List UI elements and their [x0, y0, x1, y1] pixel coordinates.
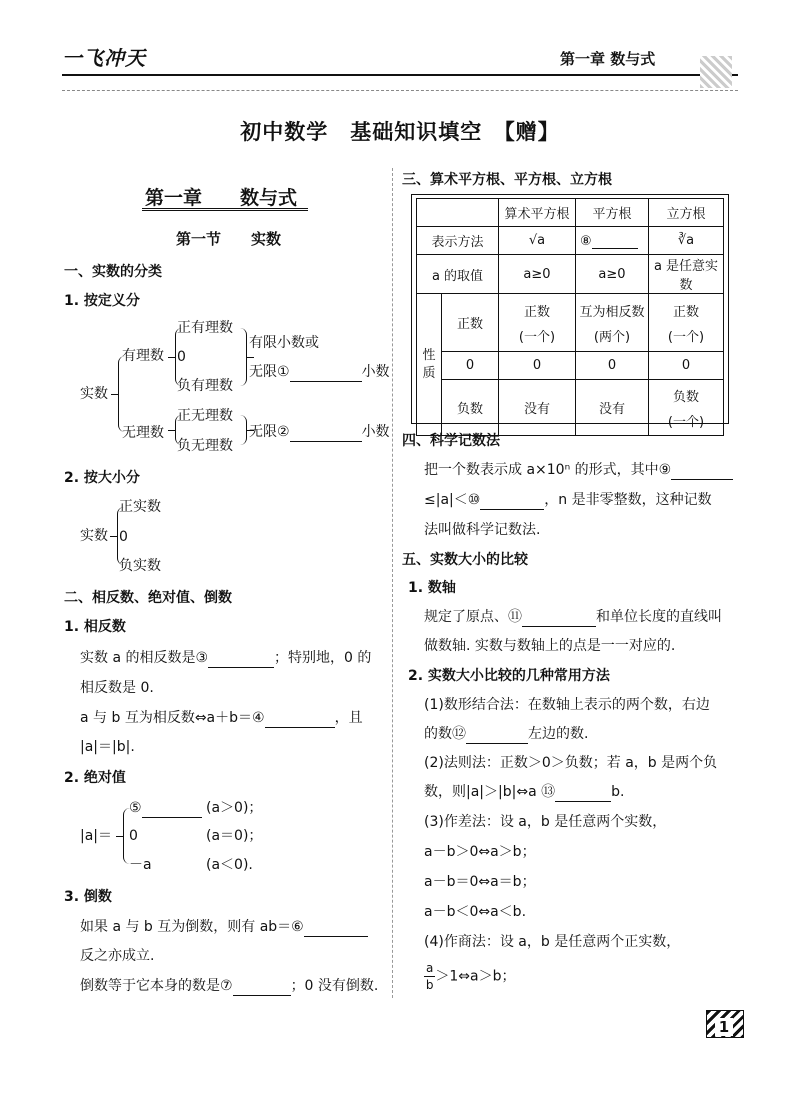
- cell-pos-sqrt-a: 互为相反数: [579, 304, 645, 320]
- tree-infinite-2-label: 无限②: [249, 424, 290, 440]
- prop-positive: 正数: [442, 294, 499, 352]
- tree-irrational: 无理数: [122, 425, 164, 441]
- method-1-line-2a: 的数⑫: [424, 726, 466, 742]
- method-1-line-2b: 左边的数.: [528, 726, 589, 742]
- reciprocal-line-3b: ；0 没有倒数.: [290, 978, 379, 994]
- axis-line-1: [424, 607, 722, 627]
- opposite-line-1a: 实数 a 的相反数是③: [80, 650, 209, 666]
- header-rule: [62, 74, 738, 76]
- opposite-line-3a: a 与 b 互为相反数⇔a＋b＝④: [80, 710, 265, 726]
- opposite-line-1: [80, 648, 371, 668]
- cell-domain-arith: a≥0: [499, 255, 576, 294]
- method-2-line-2: [424, 782, 624, 802]
- method-4-line-1: (4)作商法：设 a，b 是任意两个正实数，: [424, 934, 681, 950]
- th-sqrt: 平方根: [576, 199, 649, 227]
- cell-pos-cbrt-a: 正数: [672, 304, 699, 320]
- sci-line-2b: ，n 是非零整数，这种记数: [544, 492, 712, 508]
- blank-3[interactable]: [208, 651, 274, 668]
- brace-root: [118, 356, 125, 432]
- page-number: 1: [715, 1018, 733, 1036]
- tree-finite-decimal: 有限小数或: [249, 335, 319, 351]
- size-zero: 0: [119, 529, 128, 545]
- header-chapter: 第一章 数与式: [560, 50, 656, 68]
- header-decoration: [700, 56, 732, 88]
- chapter-title: 第一章 数与式: [145, 187, 298, 209]
- abs-case-2: 0: [129, 828, 138, 844]
- abs-case-1: [129, 798, 202, 818]
- heading-compare: 五、实数大小的比较: [402, 552, 528, 568]
- cell-notation-sqrt-label: ⑧: [580, 234, 592, 249]
- heading-scientific-notation: 四、科学记数法: [402, 433, 500, 449]
- method-4-rest: ＞1⇔a＞b；: [435, 968, 516, 985]
- blank-12[interactable]: [466, 727, 528, 744]
- opposite-line-3b: ，且: [334, 710, 363, 726]
- sci-line-1: [424, 460, 733, 480]
- heading-opposite: 1. 相反数: [64, 619, 126, 635]
- method-3-line-2: a－b＞0⇔a＞b；: [424, 844, 536, 860]
- size-root: 实数: [80, 528, 108, 544]
- cell-pos-cbrt-b: (一个): [667, 329, 705, 345]
- reciprocal-line-2: 反之亦成立.: [80, 948, 155, 964]
- abs-case-3-cond: (a＜0).: [206, 857, 253, 873]
- th-cbrt: 立方根: [649, 199, 724, 227]
- reciprocal-line-1a: 如果 a 与 b 互为倒数，则有 ab＝⑥: [80, 919, 304, 935]
- axis-line-1a: 规定了原点、⑪: [424, 609, 522, 625]
- method-2-line-1: (2)法则法：正数＞0＞负数；若 a，b 是两个负: [424, 755, 718, 771]
- method-2-line-2b: b.: [611, 784, 625, 800]
- fraction-denominator: b: [425, 978, 434, 992]
- heading-absolute-value: 2. 绝对值: [64, 770, 126, 786]
- axis-line-2: 做数轴. 实数与数轴上的点是一一对应的.: [424, 638, 676, 654]
- sci-line-2: [424, 490, 712, 510]
- reciprocal-line-3: [80, 976, 378, 996]
- sci-line-2a: ≤|a|＜⑩: [424, 492, 481, 508]
- cell-domain-sqrt: a≥0: [576, 255, 649, 294]
- abs-case-1-label: ⑤: [129, 800, 142, 816]
- opposite-line-1b: ；特别地，0 的: [274, 650, 372, 666]
- abs-lhs: |a|＝: [80, 828, 113, 844]
- tree-root: 实数: [80, 386, 108, 402]
- cell-neg-arith: 没有: [499, 380, 576, 436]
- tree-infinite-1-label: 无限①: [249, 364, 290, 380]
- method-2-line-2a: 数，则|a|＞|b|⇔a ⑬: [424, 784, 556, 800]
- reciprocal-line-3a: 倒数等于它本身的数是⑦: [80, 978, 233, 994]
- opposite-line-2: 相反数是 0.: [80, 680, 154, 696]
- cell-pos-sqrt-b: (两个): [593, 329, 631, 345]
- heading-by-definition: 1. 按定义分: [64, 293, 140, 309]
- chapter-title-underline: [142, 208, 308, 211]
- size-pos: 正实数: [119, 499, 161, 515]
- row-notation: 表示方法: [417, 227, 499, 255]
- cell-neg-sqrt: 没有: [576, 380, 649, 436]
- tree-infinite-1-suffix: 小数: [361, 364, 390, 380]
- blank-10[interactable]: [480, 493, 544, 510]
- blank-13[interactable]: [555, 785, 611, 802]
- cell-neg-cbrt-b: (一个): [667, 414, 705, 430]
- heading-classification: 一、实数的分类: [64, 264, 162, 280]
- cell-neg-cbrt-a: 负数: [672, 389, 699, 405]
- table-frame: [411, 194, 729, 424]
- opposite-line-3: [80, 708, 363, 728]
- tree-neg-irrational: 负无理数: [177, 438, 233, 454]
- method-4-fraction-line: [424, 960, 515, 993]
- method-3-line-1: (3)作差法：设 a，b 是任意两个实数，: [424, 814, 667, 830]
- blank-4[interactable]: [265, 711, 335, 728]
- blank-1[interactable]: [290, 365, 362, 382]
- sci-line-3: 法叫做科学记数法.: [424, 522, 541, 538]
- method-1-line-1: (1)数形结合法：在数轴上表示的两个数，右边: [424, 697, 710, 713]
- tree-pos-rational: 正有理数: [177, 320, 233, 336]
- row-domain: a 的取值: [417, 255, 499, 294]
- cell-notation-arith: √a: [499, 227, 576, 255]
- opposite-line-4: |a|＝|b|.: [80, 739, 135, 755]
- prop-zero: 0: [442, 352, 499, 380]
- header-dash-rule: [62, 90, 738, 91]
- heading-number-line: 1. 数轴: [408, 580, 456, 596]
- cell-notation-cbrt: ∛a: [649, 227, 724, 255]
- tree-infinite-2-suffix: 小数: [361, 424, 390, 440]
- section-title: 第一节 实数: [176, 230, 282, 248]
- blank-2[interactable]: [290, 425, 362, 442]
- abs-case-2-cond: (a＝0)；: [206, 828, 263, 844]
- axis-line-1b: 和单位长度的直线叫: [596, 609, 722, 625]
- cell-zero-cbrt: 0: [649, 352, 724, 380]
- abs-case-1-cond: (a＞0)；: [206, 800, 263, 816]
- heading-roots: 三、算术平方根、平方根、立方根: [402, 172, 612, 188]
- blank-6[interactable]: [304, 920, 368, 937]
- tree-neg-rational: 负有理数: [177, 378, 233, 394]
- fraction: [424, 960, 435, 993]
- tree-rational: 有理数: [122, 348, 164, 364]
- row-properties: 性 质: [417, 294, 442, 436]
- tree-infinite-2: [249, 422, 390, 442]
- size-neg: 负实数: [119, 558, 161, 574]
- tree-pos-irrational: 正无理数: [177, 408, 233, 424]
- page-title: 初中数学 基础知识填空 【赠】: [240, 120, 560, 144]
- fraction-numerator: a: [426, 961, 434, 975]
- tree-infinite-1: [249, 362, 390, 382]
- tree-zero: 0: [177, 349, 186, 365]
- heading-compare-methods: 2. 实数大小比较的几种常用方法: [408, 668, 610, 684]
- column-divider: [392, 168, 393, 998]
- cell-zero-sqrt: 0: [576, 352, 649, 380]
- brace-irrational-right: [240, 415, 247, 445]
- heading-by-size: 2. 按大小分: [64, 470, 140, 486]
- heading-reciprocal: 3. 倒数: [64, 889, 112, 905]
- method-3-line-3: a－b＝0⇔a＝b；: [424, 874, 536, 890]
- abs-case-3: －a: [129, 857, 152, 873]
- blank-11[interactable]: [522, 610, 596, 627]
- header-logo: 一飞冲天: [62, 46, 146, 70]
- cell-pos-arith-a: 正数: [523, 304, 550, 320]
- cell-zero-arith: 0: [499, 352, 576, 380]
- brace-rational-right: [240, 328, 247, 386]
- th-arith-sqrt: 算术平方根: [499, 199, 576, 227]
- cell-pos-arith-b: (一个): [518, 329, 556, 345]
- method-3-line-4: a－b＜0⇔a＜b.: [424, 904, 527, 920]
- method-1-line-2: [424, 724, 588, 744]
- prop-negative: 负数: [442, 380, 499, 436]
- sci-line-1a: 把一个数表示成 a×10ⁿ 的形式，其中⑨: [424, 462, 672, 478]
- cell-domain-cbrt: a 是任意实数: [649, 255, 724, 294]
- heading-opposite-abs-reciprocal: 二、相反数、绝对值、倒数: [64, 590, 232, 606]
- blank-7[interactable]: [233, 979, 291, 996]
- blank-9[interactable]: [671, 463, 733, 480]
- blank-5[interactable]: [142, 801, 202, 818]
- reciprocal-line-1: [80, 917, 368, 937]
